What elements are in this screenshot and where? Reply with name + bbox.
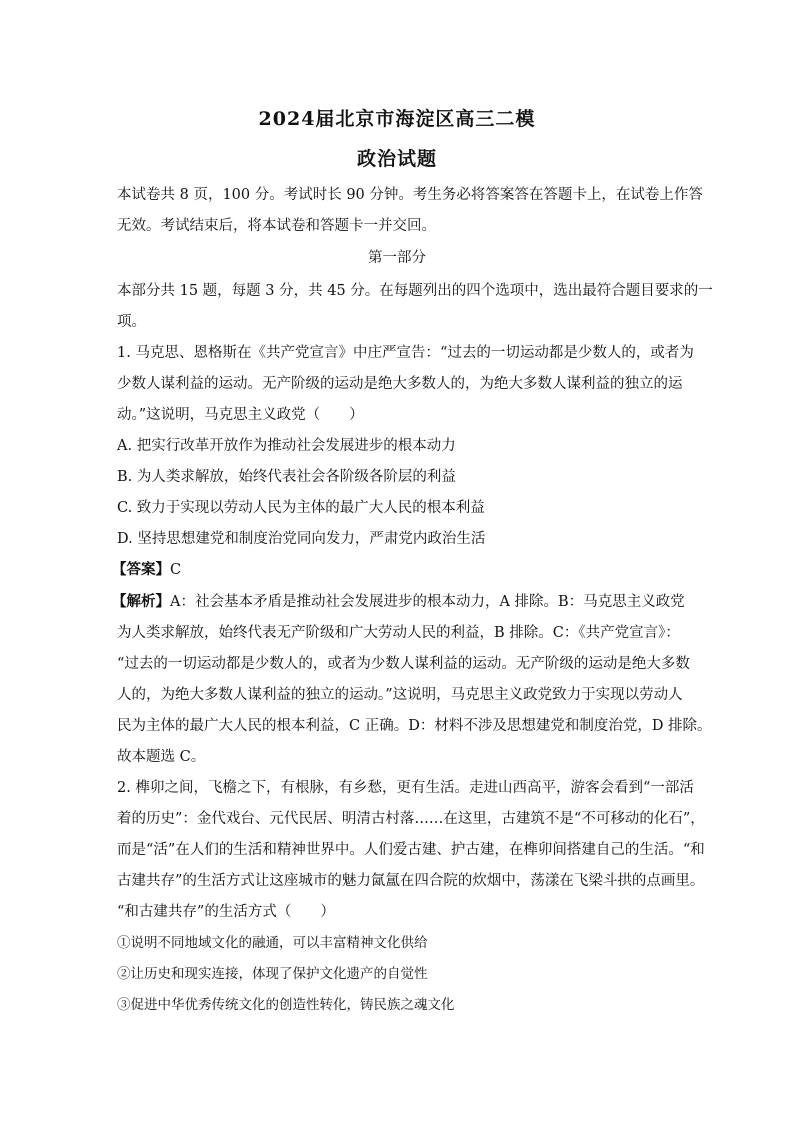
- intro-line: 本试卷共 8 页，100 分。考试时长 90 分钟。考生务必将答案答在答题卡上，在试卷上作答: [117, 187, 703, 203]
- q2-stem-line: 2. 榫卯之间，飞檐之下，有根脉，有乡愁，更有生活。走进山西高平，游客会看到“一部活: [117, 780, 694, 796]
- intro-line: 无效。考试结束后，将本试卷和答题卡一并交回。: [117, 218, 436, 234]
- q1-analysis-line: “过去的一切运动都是少数人的，或者为少数人谋利益的运动。无产阶级的运动是绝大多数: [117, 656, 690, 672]
- q2-item-3: ③促进中华优秀传统文化的创造性转化，铸民族之魂文化: [117, 997, 455, 1013]
- analysis-label: 【解析】: [112, 593, 170, 610]
- q2-item-1: ①说明不同地域文化的融通，可以丰富精神文化供给: [117, 935, 428, 951]
- part-intro-line: 项。: [117, 314, 146, 330]
- q1-stem-line: 少数人谋利益的运动。无产阶级的运动是绝大多数人的，为绝大多数人谋利益的独立的运: [117, 376, 683, 392]
- q1-option-a: A. 把实行改革开放作为推动社会发展进步的根本动力: [117, 438, 456, 454]
- q1-analysis-line: 为人类求解放，始终代表无产阶级和广大劳动人民的利益，B 排除。C：《共产党宣言》：: [117, 625, 680, 641]
- q2-item-2: ②让历史和现实连接，体现了保护文化遗产的自觉性: [117, 966, 428, 982]
- q1-analysis-line: 民为主体的最广大人民的根本利益，C 正确。D：材料不涉及思想建党和制度治党，D 排除。: [117, 718, 712, 734]
- q2-stem-line: 古建共存”的生活方式让这座城市的魅力氤氲在四合院的炊烟中，荡漾在飞梁斗拱的点画里。: [117, 873, 705, 889]
- analysis-text: A：社会基本矛盾是推动社会发展进步的根本动力，A 排除。B：马克思主义政党: [170, 594, 685, 610]
- part-intro-line: 本部分共 15 题，每题 3 分，共 45 分。在每题列出的四个选项中，选出最符合题目要求的一: [117, 283, 713, 299]
- q2-stem-line: 着的历史”：金代戏台、元代民居、明清古村落……在这里，古建筑不是“不可移动的化石”，: [117, 811, 705, 827]
- q1-option-b: B. 为人类求解放，始终代表社会各阶级各阶层的利益: [117, 469, 456, 485]
- q1-stem-line: 1. 马克思、恩格斯在《共产党宣言》中庄严宣告：“过去的一切运动都是少数人的，或者为: [117, 345, 694, 361]
- exam-subject: 政治试题: [356, 148, 437, 170]
- q1-analysis-line: [112, 592, 685, 612]
- exam-title: 2024届北京市海淀区高三二模: [258, 108, 536, 130]
- q1-analysis-line: 故本题选 C。: [117, 749, 206, 765]
- part-title: 第一部分: [368, 250, 426, 266]
- q1-option-c: C. 致力于实现以劳动人民为主体的最广大人民的根本利益: [117, 500, 485, 516]
- q1-answer: [112, 560, 682, 580]
- q2-stem-line: 而是“活”在人们的生活和精神世界中。人们爱古建、护古建，在榫卯间搭建自己的生活。“和: [117, 842, 705, 858]
- q1-stem-line: 动。”这说明，马克思主义政党（ ）: [117, 407, 364, 423]
- answer-value: C: [170, 562, 182, 578]
- q1-option-d: D. 坚持思想建党和制度治党同向发力，严肃党内政治生活: [117, 531, 486, 547]
- q2-stem-line: “和古建共存”的生活方式（ ）: [117, 904, 335, 920]
- q1-analysis-line: 人的，为绝大多数人谋利益的独立的运动。”这说明，马克思主义政党致力于实现以劳动人: [117, 687, 683, 703]
- answer-label: 【答案】: [112, 561, 170, 578]
